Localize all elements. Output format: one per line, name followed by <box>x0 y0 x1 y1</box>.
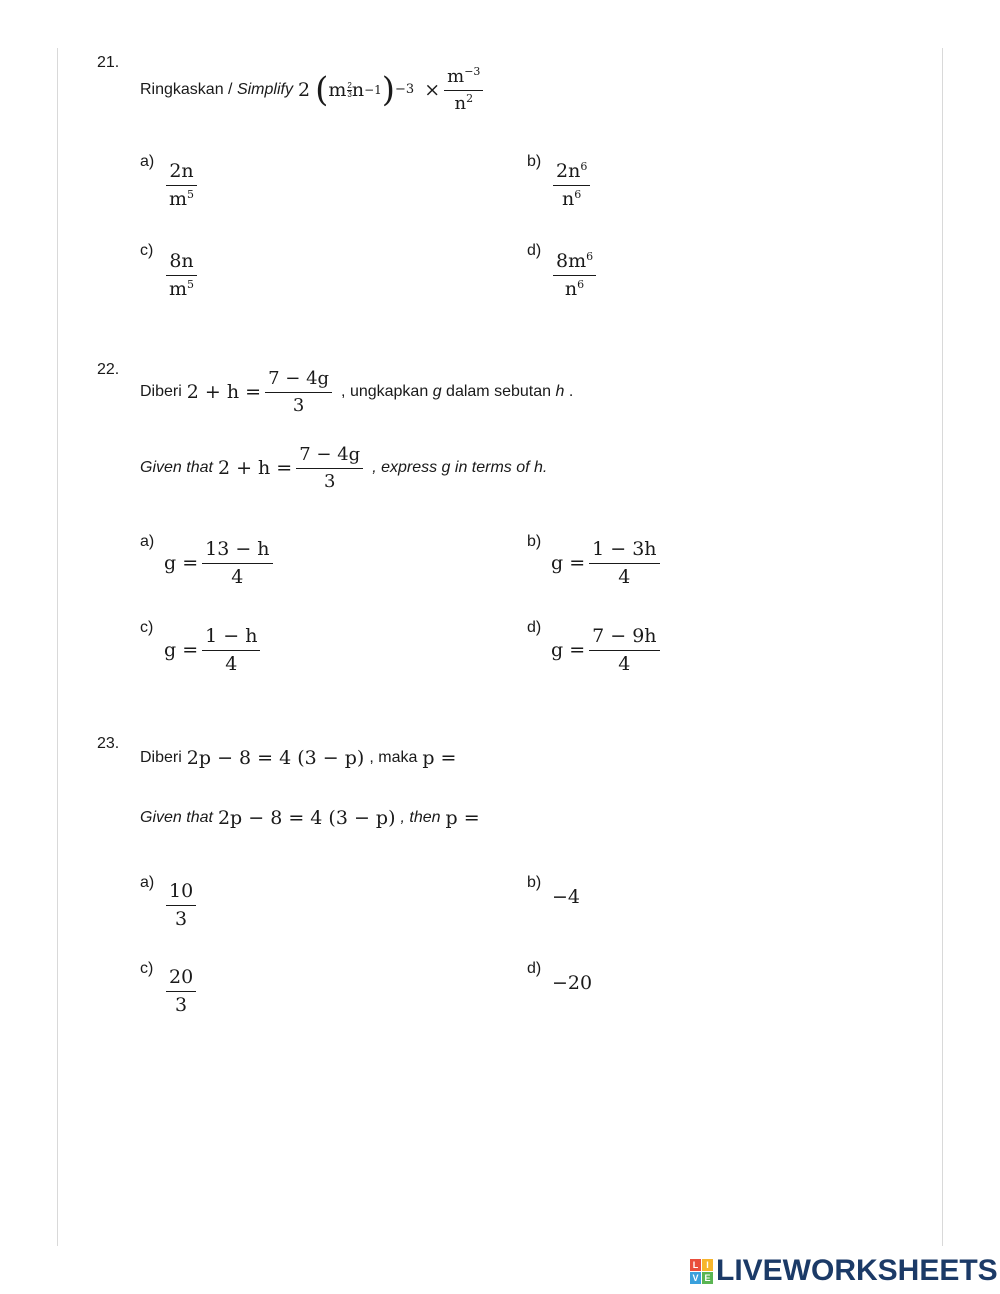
option-a-label: a) <box>140 533 155 550</box>
prompt-english: Simplify <box>236 81 293 99</box>
option-a-label: a) <box>140 153 155 170</box>
option-c-label: c) <box>140 242 154 259</box>
expression-coefficient: 2 <box>297 79 311 102</box>
page-border-left <box>57 48 58 1246</box>
exponent-fraction: $\frac{2}{3}$ <box>347 80 352 99</box>
expression-base-m: m <box>328 79 347 102</box>
liveworksheets-logo[interactable] <box>690 1254 998 1288</box>
option-d-label: d) <box>527 960 542 977</box>
option-b-answer[interactable]: $\frac{2n^6}{n^6}$ <box>549 160 594 211</box>
question-23-prompt-english: Given that 2p − 8 = 4 (3 − p) , then p = <box>140 807 480 829</box>
page-border-right <box>942 48 943 1246</box>
option-b-label: b) <box>527 533 542 550</box>
option-a-answer[interactable]: $\frac{2n}{m^5}$ <box>162 160 201 211</box>
option-a-answer[interactable]: g = $\frac{13 - h}{4}$ <box>164 538 277 589</box>
option-c-label: c) <box>140 619 154 636</box>
liveworksheets-logo-text: LIVEWORKSHEETS <box>716 1254 998 1287</box>
option-d-label: d) <box>527 242 542 259</box>
prompt-malay: Ringkaskan / <box>140 81 233 99</box>
left-paren: ( <box>315 70 329 111</box>
question-number: 22. <box>97 361 120 378</box>
right-paren: ) <box>381 70 396 111</box>
option-b-label: b) <box>527 153 542 170</box>
liveworksheets-logo-icon: L I V E <box>690 1259 713 1284</box>
option-a-answer[interactable]: $\frac{10}{3}$ <box>162 880 200 931</box>
option-d-label: d) <box>527 619 542 636</box>
option-b-label: b) <box>527 874 542 891</box>
times-sign: × <box>424 79 441 102</box>
option-d-answer[interactable]: −20 <box>552 972 593 994</box>
expression-fraction: $\frac{m^{-3}}{n^2}$ <box>444 66 483 114</box>
question-number: 23. <box>97 735 120 752</box>
option-d-answer[interactable]: g = $\frac{7 - 9h}{4}$ <box>551 625 664 676</box>
option-c-answer[interactable]: $\frac{8n}{m^5}$ <box>162 250 201 301</box>
option-c-answer[interactable]: $\frac{20}{3}$ <box>162 966 200 1017</box>
option-c-answer[interactable]: g = $\frac{1 - h}{4}$ <box>164 625 264 676</box>
question-21-prompt: Ringkaskan / Simplify 2 ( m $\frac{2}{3}$ n −1 ) −3 × $\frac{m^{-3}}{n^2}$ <box>140 66 487 114</box>
option-b-answer[interactable]: −4 <box>552 886 581 908</box>
option-d-answer[interactable]: $\frac{8m^6}{n^6}$ <box>549 250 600 301</box>
option-a-label: a) <box>140 874 155 891</box>
question-23-prompt-malay: Diberi 2p − 8 = 4 (3 − p) , maka p = <box>140 747 457 769</box>
question-22-prompt-malay: Diberi 2 + h = $\frac{7 - 4g}{3}$ , ungkapkan g dalam sebutan h . <box>140 368 574 416</box>
option-c-label: c) <box>140 960 154 977</box>
option-b-answer[interactable]: g = $\frac{1 - 3h}{4}$ <box>551 538 664 589</box>
question-number: 21. <box>97 54 120 71</box>
expression-base-n: n <box>351 79 365 102</box>
question-22-prompt-english: Given that 2 + h = $\frac{7 - 4g}{3}$ , express g in terms of h. <box>140 444 548 492</box>
